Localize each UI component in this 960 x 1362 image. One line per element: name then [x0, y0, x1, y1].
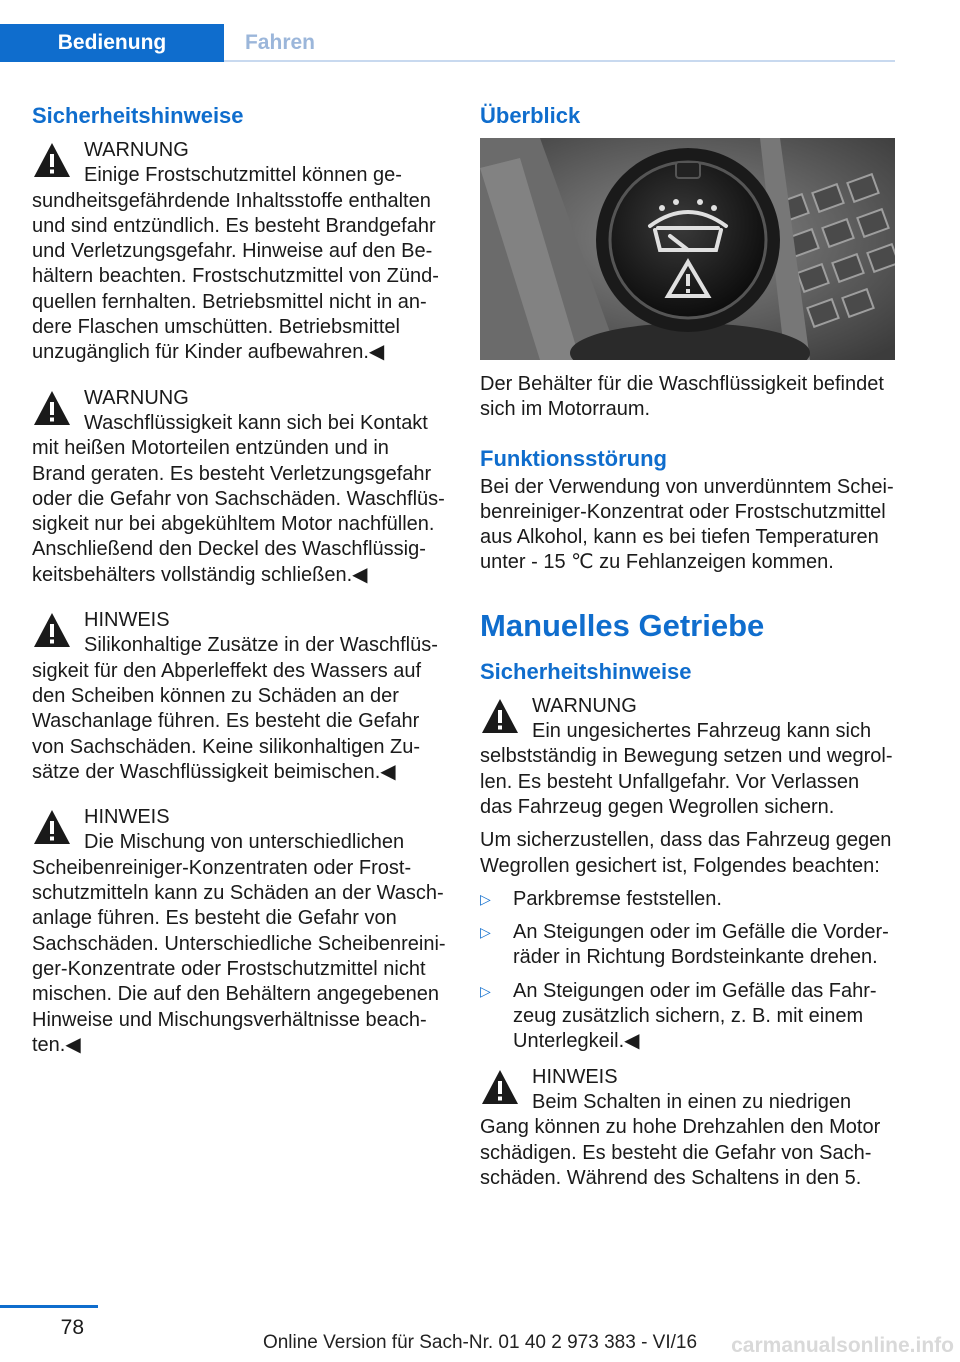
notice-text: Beim Schalten in einen zu niedrigen Gang können zu hohe Drehzahlen den Motor schädigen. Es besteht die Gefahr von Sachschäden. Während des Schaltens in den 5. [480, 1090, 881, 1189]
warning-triangle-icon [32, 807, 72, 847]
bullet-list [480, 887, 894, 1055]
warning-text: Ein ungesichertes Fahrzeug kann sich selbstständig in Bewegung setzen und wegrollen. Es besteht Unfallgefahr. Vor Verlassen das Fahrzeug gegen Wegrollen sichern. [480, 720, 893, 818]
triangle-right-icon: ▷ [480, 924, 491, 941]
section-heading-malfunction: Funktionsstörung [480, 445, 667, 471]
notice-title: HINWEIS [84, 806, 170, 829]
watermark: carmanualsonline.info [731, 1334, 954, 1357]
page-header [0, 0, 895, 62]
section-heading-safety-transmission: Sicherheitshinweise [480, 658, 692, 684]
notice-block [32, 805, 446, 1058]
warning-text: Waschflüssigkeit kann sich bei Kontakt mit heißen Motorteilen entzünden und in Brand geraten. Es besteht Verletzungsgefahr oder die Gefahr von Sachschäden. Waschflüssigkeit nur bei abgekühltem Motor nachfüllen. Anschließend den Deckel des Waschflüssigkeitsbehälters vollständig schließen.◀ [32, 411, 445, 586]
triangle-right-icon: ▷ [480, 982, 491, 999]
list-item: ▷ Parkbremse feststellen. [480, 887, 894, 912]
right-column [480, 100, 894, 1211]
warning-triangle-icon [32, 388, 72, 428]
list-item: ▷ An Steigungen oder im Gefälle die Vorderräder in Richtung Bordsteinkante drehen. [480, 921, 889, 969]
warning-block [480, 694, 894, 820]
warning-block [32, 386, 446, 588]
washer-fluid-reservoir-photo [480, 138, 895, 360]
warning-triangle-icon [32, 610, 72, 650]
warning-block [32, 138, 446, 366]
notice-block [480, 1065, 894, 1191]
page-number: 78 [60, 1316, 84, 1339]
warning-title: WARNUNG [84, 386, 189, 409]
notice-title: HINWEIS [84, 609, 170, 632]
warning-title: WARNUNG [532, 694, 637, 717]
overview-text: Der Behälter für die Waschflüssigkeit befindet sich im Motorraum. [480, 373, 884, 421]
list-item: ▷ An Steigungen oder im Gefälle das Fahrzeug zusätzlich sichern, z. B. mit einem Unterlegkeil.◀ [480, 979, 877, 1053]
online-version-text: Online Version für Sach-Nr. 01 40 2 973 383 - VI/16 [262, 1332, 698, 1353]
intro-text: Um sicherzustellen, dass das Fahrzeug gegen Wegrollen gesichert ist, Folgendes beachten: [480, 829, 892, 877]
left-column [32, 100, 446, 1078]
notice-title: HINWEIS [532, 1065, 618, 1088]
footer-rule [0, 1305, 98, 1308]
malfunction-text: Bei der Verwendung von unverdünntem Scheibenreiniger-Konzentrat oder Frostschutzmittel aus Alkohol, kann es bei tiefen Temperaturen unter - 15 ℃ zu Fehlanzeigen kommen. [480, 475, 894, 574]
notice-block [32, 608, 446, 785]
section-heading-safety: Sicherheitshinweise [32, 103, 244, 128]
warning-triangle-icon [480, 696, 520, 736]
triangle-right-icon: ▷ [480, 890, 491, 907]
warning-title: WARNUNG [84, 139, 189, 161]
notice-text: Silikonhaltige Zusätze in der Waschflüssigkeit für den Abperleffekt des Wassers auf den Scheiben können zu Schäden an der Waschanlage führen. Es besteht die Gefahr von Sachschäden. Keine silikonhaltigen Zusätze der Waschflüssigkeit beimischen.◀ [32, 634, 438, 783]
warning-triangle-icon [32, 140, 72, 180]
warning-triangle-icon [480, 1067, 520, 1107]
tab-fahren[interactable]: Fahren [244, 31, 315, 54]
tab-bedienung[interactable]: Bedienung [0, 24, 224, 62]
notice-text: Die Mischung von unterschiedlichen Scheibenreiniger-Konzentraten oder Frostschutzmitteln kann zu Schäden an der Waschanlage führen. Es besteht die Gefahr von Sachschäden. Unterschiedliche Scheibenreiniger-Konzentrate oder Frostschutzmittel nicht mischen. Die auf den Behältern angegebenen Hinweise und Mischungsverhältnisse beachten.◀ [32, 831, 446, 1056]
chapter-heading-manual-transmission: Manuelles Getriebe [480, 607, 765, 643]
warning-text: Einige Frostschutzmittel können gesundheitsgefährdende Inhaltsstoffe enthalten und sind entzündlich. Es besteht Brandgefahr und Verletzungsgefahr. Hinweise auf den Behältern beachten. Frostschutzmittel von Zündquellen fernhalten. Betriebsmittel nicht in andere Flaschen umschütten. Betriebsmittel unzugänglich für Kinder aufbewahren.◀ [32, 164, 439, 364]
section-heading-overview: Überblick [480, 103, 581, 128]
